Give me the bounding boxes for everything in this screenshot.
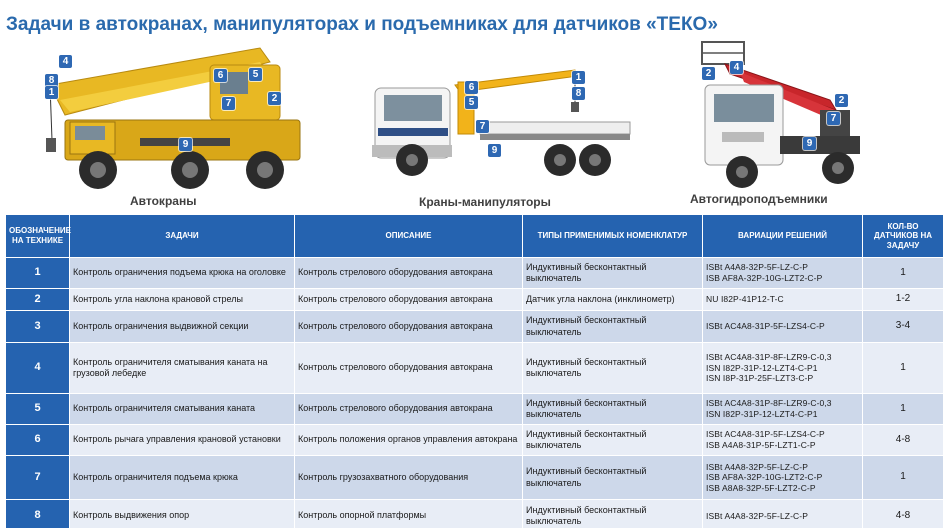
marker-1: 1 <box>45 86 58 99</box>
row-designation: 7 <box>6 456 70 500</box>
row-designation: 6 <box>6 425 70 456</box>
manipulator-crane-illustration <box>370 40 640 190</box>
vehicle-mobile-crane <box>20 40 320 210</box>
variant-line: ISB AF8A-32P-10G-LZT2-C-P <box>706 472 823 483</box>
row-designation: 8 <box>6 500 70 528</box>
header-count: КОЛ-ВО ДАТЧИКОВ НА ЗАДАЧУ <box>863 215 944 258</box>
table-row <box>6 500 944 528</box>
row-description: Контроль положения органов управления автокрана <box>295 425 523 456</box>
marker-9: 9 <box>803 137 816 150</box>
row-count: 1 <box>863 394 944 425</box>
marker-5: 5 <box>465 96 478 109</box>
table-row <box>6 425 944 456</box>
table-row <box>6 394 944 425</box>
variant-line: ISBt A4A8-32P-5F-LZ-C-P <box>706 262 808 273</box>
vehicle-caption: Краны-манипуляторы <box>419 195 551 209</box>
row-count: 4-8 <box>863 425 944 456</box>
table-row <box>6 311 944 343</box>
row-types: Индуктивный бесконтактный выключатель <box>523 425 703 456</box>
row-task: Контроль угла наклона крановой стрелы <box>70 289 295 311</box>
row-task: Контроль ограничения подъема крюка на оголовке <box>70 258 295 289</box>
row-variants <box>703 311 863 343</box>
row-description: Контроль стрелового оборудования автокрана <box>295 289 523 311</box>
row-designation: 2 <box>6 289 70 311</box>
row-description: Контроль стрелового оборудования автокрана <box>295 311 523 343</box>
variant-line: ISBt AC4A8-31P-5F-LZS4-C-P <box>706 321 825 332</box>
marker-7: 7 <box>476 120 489 133</box>
variant-line: ISBt A4A8-32P-5F-LZ-C-P <box>706 461 808 472</box>
tasks-table <box>5 214 944 528</box>
vehicle-caption: Автокраны <box>130 194 197 208</box>
row-variants <box>703 425 863 456</box>
header-designation: ОБОЗНАЧЕНИЕ НА ТЕХНИКЕ <box>6 215 70 258</box>
table-row <box>6 343 944 394</box>
variant-line: ISN I8P-31P-25F-LZT3-C-P <box>706 373 814 384</box>
row-task: Контроль ограничителя сматывания каната на грузовой лебедке <box>70 343 295 394</box>
variant-line: ISB A8A8-32P-5F-LZT2-C-P <box>706 482 816 493</box>
marker-2: 2 <box>835 94 848 107</box>
marker-2: 2 <box>702 67 715 80</box>
header-description: ОПИСАНИЕ <box>295 215 523 258</box>
aerial-platform-illustration <box>690 40 870 190</box>
variant-line: ISBt A4A8-32P-5F-LZ-C-P <box>706 510 808 521</box>
row-types: Индуктивный бесконтактный выключатель <box>523 343 703 394</box>
row-count: 4-8 <box>863 500 944 528</box>
row-variants <box>703 456 863 500</box>
row-designation: 5 <box>6 394 70 425</box>
row-description: Контроль опорной платформы <box>295 500 523 528</box>
marker-4: 4 <box>59 55 72 68</box>
marker-8: 8 <box>572 87 585 100</box>
row-variants <box>703 500 863 528</box>
table-row <box>6 258 944 289</box>
row-designation: 3 <box>6 311 70 343</box>
row-variants <box>703 258 863 289</box>
row-description: Контроль грузозахватного оборудования <box>295 456 523 500</box>
row-task: Контроль выдвижения опор <box>70 500 295 528</box>
header-types: ТИПЫ ПРИМЕНИМЫХ НОМЕНКЛАТУР <box>523 215 703 258</box>
row-types: Индуктивный бесконтактный выключатель <box>523 311 703 343</box>
header-variants: ВАРИАЦИИ РЕШЕНИЙ <box>703 215 863 258</box>
marker-9: 9 <box>179 138 192 151</box>
vehicle-caption: Автогидроподъемники <box>690 192 828 206</box>
row-types: Датчик угла наклона (инклинометр) <box>523 289 703 311</box>
variant-line: ISB AF8A-32P-10G-LZT2-C-P <box>706 273 823 283</box>
row-count: 1-2 <box>863 289 944 311</box>
variant-line: ISN I82P-31P-12-LZT4-C-P1 <box>706 409 818 419</box>
row-count: 1 <box>863 258 944 289</box>
marker-2: 2 <box>268 92 281 105</box>
marker-4: 4 <box>730 61 743 74</box>
table-row <box>6 456 944 500</box>
variant-line: ISBt AC4A8-31P-5F-LZS4-C-P <box>706 429 825 440</box>
page-title: Задачи в автокранах, манипуляторах и подъемниках для датчиков «ТЕКО» <box>6 14 718 35</box>
variant-line: NU I82P-41P12-T-C <box>706 294 784 305</box>
row-types: Индуктивный бесконтактный выключатель <box>523 394 703 425</box>
row-variants <box>703 343 863 394</box>
row-types: Индуктивный бесконтактный выключатель <box>523 500 703 528</box>
row-task: Контроль ограничения выдвижной секции <box>70 311 295 343</box>
marker-5: 5 <box>249 68 262 81</box>
row-description: Контроль стрелового оборудования автокрана <box>295 394 523 425</box>
row-types: Индуктивный бесконтактный выключатель <box>523 258 703 289</box>
marker-6: 6 <box>465 81 478 94</box>
variant-line: ISBt AC4A8-31P-8F-LZR9-C-0,3 <box>706 352 832 363</box>
row-designation: 1 <box>6 258 70 289</box>
row-variants <box>703 289 863 311</box>
row-count: 1 <box>863 343 944 394</box>
vehicle-illustrations <box>0 40 951 212</box>
row-types: Индуктивный бесконтактный выключатель <box>523 456 703 500</box>
marker-6: 6 <box>214 69 227 82</box>
marker-9: 9 <box>488 144 501 157</box>
row-task: Контроль ограничителя подъема крюка <box>70 456 295 500</box>
row-description: Контроль стрелового оборудования автокрана <box>295 258 523 289</box>
variant-line: ISN I82P-31P-12-LZT4-C-P1 <box>706 362 818 373</box>
variant-line: ISB A4A8-31P-5F-LZT1-C-P <box>706 440 816 450</box>
table-row <box>6 289 944 311</box>
row-task: Контроль ограничителя сматывания каната <box>70 394 295 425</box>
table-body <box>6 258 944 528</box>
header-task: ЗАДАЧИ <box>70 215 295 258</box>
row-task: Контроль рычага управления крановой установки <box>70 425 295 456</box>
vehicle-manipulator-crane <box>370 40 640 212</box>
row-count: 3-4 <box>863 311 944 343</box>
row-count: 1 <box>863 456 944 500</box>
table-header-row <box>6 215 944 258</box>
variant-line: ISBt AC4A8-31P-8F-LZR9-C-0,3 <box>706 398 832 409</box>
marker-8: 8 <box>45 74 58 87</box>
row-variants <box>703 394 863 425</box>
marker-7: 7 <box>827 112 840 125</box>
marker-1: 1 <box>572 71 585 84</box>
vehicle-aerial-platform <box>690 40 870 210</box>
row-description: Контроль стрелового оборудования автокрана <box>295 343 523 394</box>
row-designation: 4 <box>6 343 70 394</box>
marker-7: 7 <box>222 97 235 110</box>
